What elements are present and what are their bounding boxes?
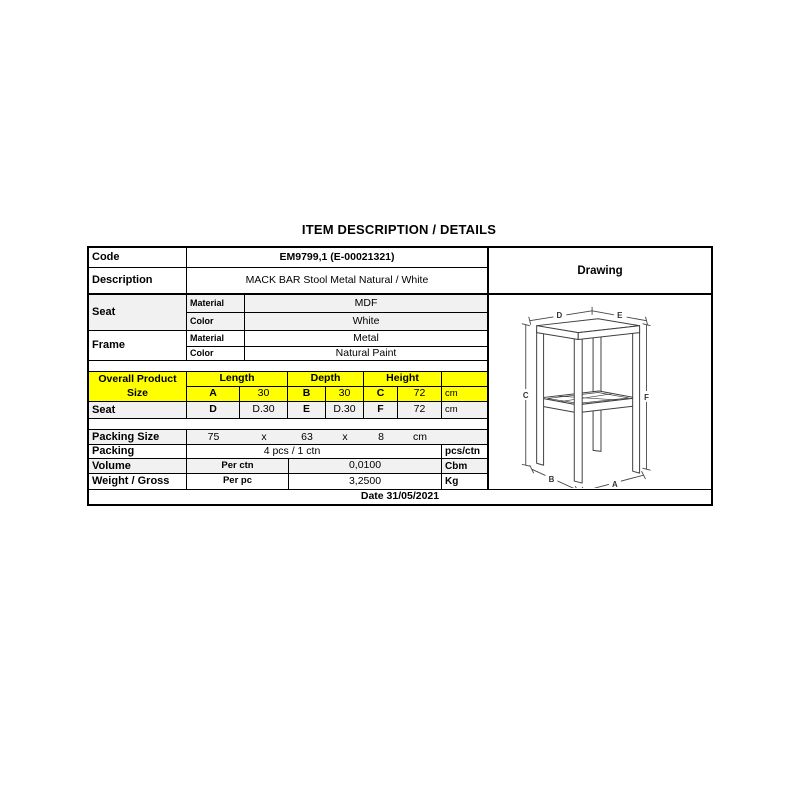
description-label: Description xyxy=(89,268,187,295)
frame-color-label: Color xyxy=(187,347,245,361)
description-value: MACK BAR Stool Metal Natural / White xyxy=(187,268,487,295)
seat-height-value: 72 xyxy=(398,402,442,419)
seat-length-value: D.30 xyxy=(240,402,288,419)
dim-label-a: A xyxy=(611,480,618,488)
dim-label-b: B xyxy=(548,475,555,485)
unit-header-empty xyxy=(442,372,487,387)
spacer-row xyxy=(89,419,487,430)
dim-label-c: C xyxy=(522,390,529,400)
packing-size-values xyxy=(187,430,487,445)
frame-material-label: Material xyxy=(187,331,245,347)
weight-basis: Per pc xyxy=(187,474,289,490)
overall-length-key: A xyxy=(187,387,240,402)
overall-height-value: 72 xyxy=(398,387,442,402)
seat-length-key: D xyxy=(187,402,240,419)
dim-label-f: F xyxy=(644,392,649,402)
packing-unit: pcs/ctn xyxy=(442,445,487,459)
overall-unit: cm xyxy=(442,387,487,402)
code-value: EM9799,1 (E-00021321) xyxy=(187,248,487,268)
packing-size-x2: x xyxy=(342,431,348,443)
volume-unit: Cbm xyxy=(442,459,487,474)
frame-section-label: Frame xyxy=(89,331,187,361)
overall-height-key: C xyxy=(364,387,398,402)
seat-unit: cm xyxy=(442,402,487,419)
spacer-row xyxy=(89,361,487,372)
frame-color-value: Natural Paint xyxy=(245,347,487,361)
overall-depth-key: B xyxy=(288,387,326,402)
seat-dim-label: Seat xyxy=(89,402,187,419)
weight-unit: Kg xyxy=(442,474,487,490)
overall-length-value: 30 xyxy=(240,387,288,402)
weight-label: Weight / Gross xyxy=(89,474,187,490)
seat-depth-value: D.30 xyxy=(326,402,364,419)
volume-basis: Per ctn xyxy=(187,459,289,474)
packing-size-unit: cm xyxy=(413,431,427,443)
seat-color-value: White xyxy=(245,313,487,331)
dim-label-e: E xyxy=(617,310,623,320)
seat-material-value: MDF xyxy=(245,295,487,313)
page-title: ITEM DESCRIPTION / DETAILS xyxy=(301,222,497,237)
packing-label: Packing xyxy=(89,445,187,459)
dim-label-d: D xyxy=(556,310,563,320)
volume-label: Volume xyxy=(89,459,187,474)
overall-size-label: Overall Product Size xyxy=(89,372,187,402)
seat-depth-key: E xyxy=(288,402,326,419)
packing-size-v1: 75 xyxy=(207,431,220,443)
drawing-title: Drawing xyxy=(489,248,711,295)
volume-value: 0,0100 xyxy=(289,459,442,474)
packing-value: 4 pcs / 1 ctn xyxy=(187,445,442,459)
stool-line-drawing xyxy=(489,295,711,488)
height-header: Height xyxy=(364,372,442,387)
depth-header: Depth xyxy=(288,372,364,387)
stool-drawing xyxy=(489,295,711,488)
length-header: Length xyxy=(187,372,288,387)
drawing-panel xyxy=(487,248,711,490)
seat-section-label: Seat xyxy=(89,295,187,331)
packing-size-v2: 63 xyxy=(301,431,313,443)
packing-size-v3: 8 xyxy=(378,431,384,443)
weight-value: 3,2500 xyxy=(289,474,442,490)
frame-material-value: Metal xyxy=(245,331,487,347)
code-label: Code xyxy=(89,248,187,268)
overall-depth-value: 30 xyxy=(326,387,364,402)
packing-size-x1: x xyxy=(261,431,267,443)
packing-size-label: Packing Size xyxy=(89,430,187,445)
seat-color-label: Color xyxy=(187,313,245,331)
spec-table xyxy=(87,246,713,506)
seat-height-key: F xyxy=(364,402,398,419)
date-row: Date 31/05/2021 xyxy=(360,490,440,503)
seat-material-label: Material xyxy=(187,295,245,313)
